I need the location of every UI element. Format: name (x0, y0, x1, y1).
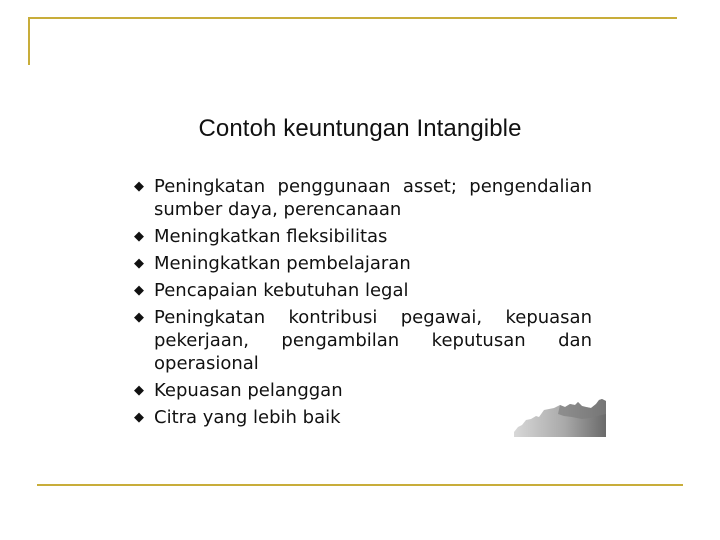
bullet-item (134, 306, 592, 375)
bullet-item (134, 279, 592, 302)
diamond-bullet-icon: ◆ (134, 283, 144, 298)
bullet-item (134, 252, 592, 275)
diamond-bullet-icon: ◆ (134, 410, 144, 425)
bullet-item (134, 225, 592, 248)
bullet-text: Pencapaian kebutuhan legal (154, 280, 409, 301)
slide-title: Contoh keuntungan Intangible (198, 115, 522, 142)
bullet-text: Meningkatkan fleksibilitas (154, 226, 388, 247)
diamond-bullet-icon: ◆ (134, 383, 144, 398)
frame-left-line (28, 17, 30, 65)
mountain-graphic-icon (514, 392, 606, 437)
diamond-bullet-icon: ◆ (134, 179, 144, 194)
frame-bottom-line (37, 484, 683, 486)
diamond-bullet-icon: ◆ (134, 310, 144, 325)
diamond-bullet-icon: ◆ (134, 256, 144, 271)
bullet-item (134, 175, 592, 221)
diamond-bullet-icon: ◆ (134, 229, 144, 244)
bullet-text: Meningkatkan pembelajaran (154, 253, 411, 274)
bullet-text: Kepuasan pelanggan (154, 380, 343, 401)
bullet-text: Peningkatan penggunaan asset; pengendalian sumber daya, perencanaan (154, 176, 592, 220)
frame-top-line (28, 17, 677, 19)
bullet-text: Citra yang lebih baik (154, 407, 341, 428)
bullet-text: Peningkatan kontribusi pegawai, kepuasan pekerjaan, pengambilan keputusan dan operasional (154, 307, 592, 374)
mountain-shape (514, 399, 606, 437)
